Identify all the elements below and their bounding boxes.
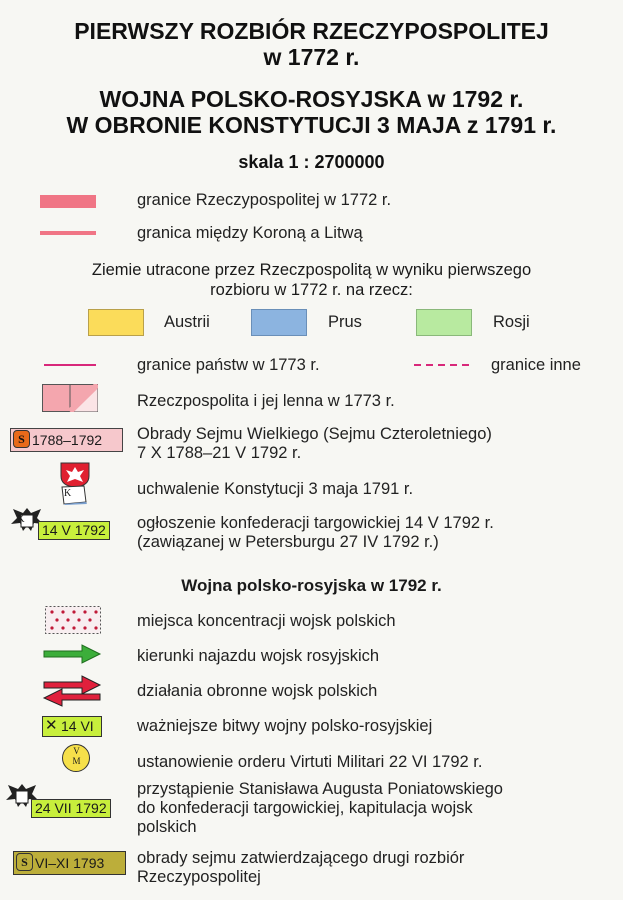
lost-lands-line1: Ziemie utracone przez Rzeczpospolitą w wyniku pierwszego — [91, 261, 532, 279]
lost-lands-line2: rozbioru w 1772 r. na rzecz: — [210, 281, 413, 299]
red-double-arrow-icon — [42, 673, 102, 707]
accession-badge-date: 24 VII 1792 — [31, 799, 111, 818]
battle-badge-date: 14 VI — [61, 718, 94, 734]
grodno-sejm-badge-letter: S — [16, 853, 33, 871]
grodno-sejm-badge-dates: VI–XI 1793 — [35, 855, 105, 871]
targowica-icon-letter: K — [17, 514, 25, 525]
map-scale: skala 1 : 2700000 — [238, 152, 385, 172]
war-heading: Wojna polsko-rosyjska w 1792 r. — [181, 576, 442, 595]
battle-badge-symbol: ✕ — [45, 717, 58, 734]
great-sejm-badge-letter: S — [13, 430, 30, 448]
grodno-sejm-line1: obrady sejmu zatwierdzającego drugi rozbiór — [137, 849, 465, 867]
polish-concentration-swatch — [45, 606, 101, 634]
commonwealth-fiefs-swatch — [42, 384, 98, 412]
crown-lithuania-border-label: granica między Koroną a Litwą — [137, 224, 363, 242]
great-sejm-badge-years: 1788–1792 — [32, 432, 103, 448]
austria-label: Austrii — [164, 313, 210, 331]
border-1772-swatch — [40, 195, 96, 208]
virtuti-label: ustanowienie orderu Virtuti Militari 22 VI 1792 r. — [137, 753, 483, 771]
polish-defense-label: działania obronne wojsk polskich — [137, 682, 378, 700]
battles-label: ważniejsze bitwy wojny polsko-rosyjskiej — [137, 717, 433, 735]
constitution-label: uchwalenie Konstytucji 3 maja 1791 r. — [137, 480, 414, 498]
prussia-swatch — [251, 309, 307, 336]
grodno-sejm-line2: Rzeczypospolitej — [137, 868, 261, 886]
targowica-badge-date: 14 V 1792 — [38, 521, 110, 540]
other-borders-label: granice inne — [491, 356, 581, 374]
prussia-label: Prus — [328, 313, 362, 331]
russia-label: Rosji — [493, 313, 530, 331]
russian-invasion-label: kierunki najazdu wojsk rosyjskich — [137, 647, 380, 665]
constitution-icon-letter: K — [64, 488, 72, 499]
map-title-line4: W OBRONIE KONSTYTUCJI 3 MAJA z 1791 r. — [66, 112, 557, 138]
virtuti-medal-top: V — [73, 746, 80, 756]
commonwealth-fiefs-label: Rzeczpospolita i jej lenna w 1773 r. — [137, 392, 395, 410]
map-title-line2: w 1772 r. — [263, 44, 360, 70]
polish-concentration-label: miejsca koncentracji wojsk polskich — [137, 612, 396, 630]
map-title-line3: WOJNA POLSKO-ROSYJSKA w 1792 r. — [99, 86, 524, 112]
borders-1773-label: granice państw w 1773 r. — [137, 356, 320, 374]
russia-swatch — [416, 309, 472, 336]
great-sejm-line1: Obrady Sejmu Wielkiego (Sejmu Czteroletniego) — [137, 425, 492, 443]
other-borders-swatch — [412, 360, 472, 370]
accession-line1: przystąpienie Stanisława Augusta Poniatowskiego — [137, 780, 503, 798]
virtuti-medal-bottom: M — [72, 756, 81, 766]
green-arrow-icon — [42, 643, 102, 665]
borders-1773-swatch — [44, 364, 96, 366]
great-sejm-line2: 7 X 1788–21 V 1792 r. — [137, 444, 302, 462]
accession-line2: do konfederacji targowickiej, kapitulacja wojsk — [137, 799, 473, 817]
map-title-line1: PIERWSZY ROZBIÓR RZECZYPOSPOLITEJ — [74, 18, 549, 44]
austria-swatch — [88, 309, 144, 336]
border-1772-label: granice Rzeczypospolitej w 1772 r. — [137, 191, 392, 209]
crown-lithuania-border-swatch — [40, 231, 96, 235]
accession-line3: polskich — [137, 818, 197, 836]
targowica-line1: ogłoszenie konfederacji targowickiej 14 V 1792 r. — [137, 514, 494, 532]
targowica-line2: (zawiązanej w Petersburgu 27 IV 1792 r.) — [137, 533, 439, 551]
